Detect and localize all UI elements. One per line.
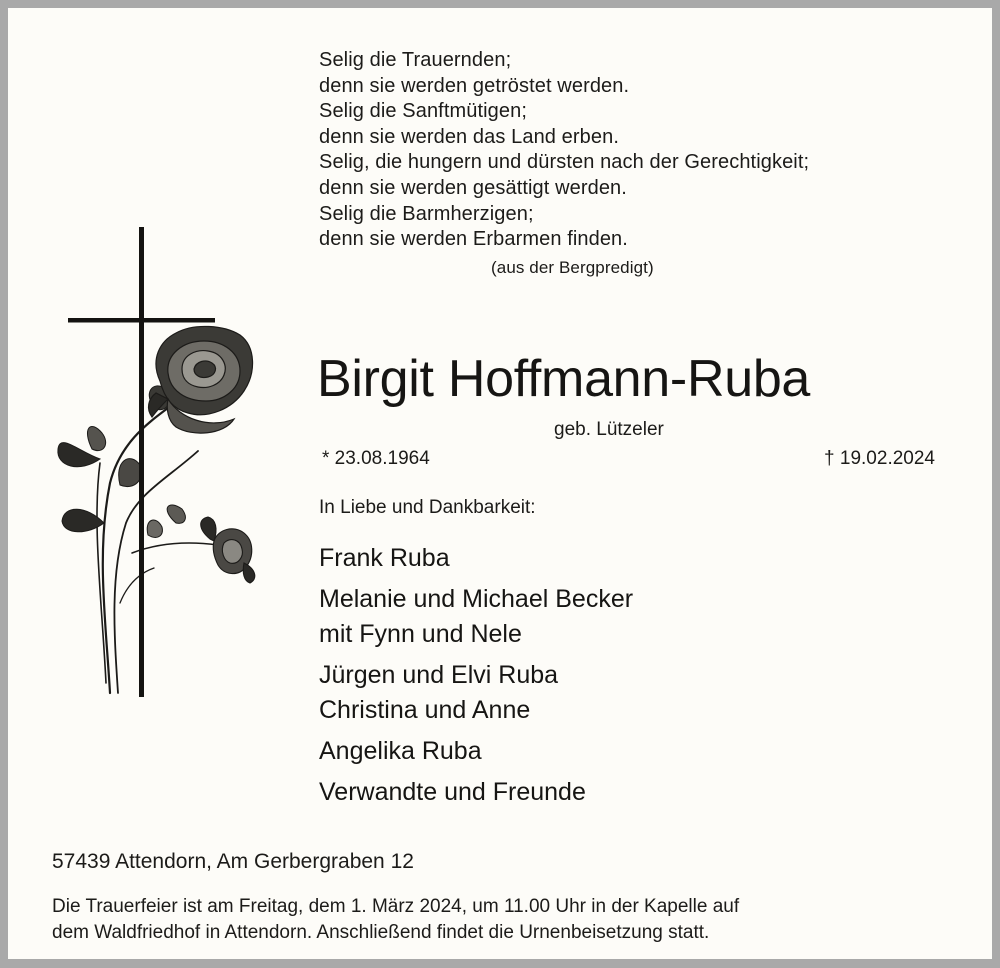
- mourner-group: [319, 658, 633, 728]
- death-date: † 19.02.2024: [824, 448, 935, 469]
- verse-line: denn sie werden Erbarmen finden.: [319, 228, 628, 251]
- mourners-intro: In Liebe und Dankbarkeit:: [319, 497, 536, 518]
- mourner-line: Christina und Anne: [319, 696, 531, 724]
- mourners-list: [319, 541, 633, 816]
- mourner-group: [319, 734, 633, 769]
- cross-and-rose-artwork: [48, 223, 268, 703]
- maiden-name: geb. Lützeler: [554, 419, 664, 440]
- verse-line: Selig die Barmherzigen;: [319, 202, 534, 225]
- rosebud-icon: [201, 517, 255, 583]
- mourner-line: Angelika Ruba: [319, 737, 482, 765]
- bible-verse: [319, 48, 809, 279]
- verse-source: (aus der Bergpredigt): [491, 257, 654, 277]
- rose-stems: [97, 408, 218, 693]
- service-line: Die Trauerfeier ist am Freitag, dem 1. März 2024, um 11.00 Uhr in der Kapelle auf: [52, 896, 740, 917]
- mourner-group: [319, 775, 633, 810]
- mourner-line: Verwandte und Freunde: [319, 778, 586, 806]
- service-line: dem Waldfriedhof in Attendorn. Anschließend findet die Urnenbeisetzung statt.: [52, 921, 710, 943]
- verse-line: denn sie werden das Land erben.: [319, 125, 619, 148]
- mourner-line: mit Fynn und Nele: [319, 620, 522, 648]
- mourner-line: Frank Ruba: [319, 544, 450, 572]
- family-address: 57439 Attendorn, Am Gerbergraben 12: [52, 850, 414, 873]
- mourner-line: Jürgen und Elvi Ruba: [319, 661, 559, 689]
- funeral-service-info: [52, 894, 739, 945]
- mourner-line: Melanie und Michael Becker: [319, 585, 634, 613]
- mourner-group: [319, 541, 633, 576]
- deceased-name: Birgit Hoffmann-Ruba: [317, 350, 811, 408]
- verse-line: denn sie werden gesättigt werden.: [319, 176, 627, 199]
- birth-date: * 23.08.1964: [322, 448, 430, 469]
- verse-line: denn sie werden getröstet werden.: [319, 74, 630, 97]
- verse-line: Selig die Trauernden;: [319, 49, 512, 71]
- verse-line: Selig, die hungern und dürsten nach der Gerechtigkeit;: [319, 151, 810, 174]
- verse-line: Selig die Sanftmütigen;: [319, 100, 527, 123]
- rose-icon: [149, 326, 253, 433]
- mourner-group: [319, 582, 633, 652]
- obituary-notice: [8, 8, 992, 959]
